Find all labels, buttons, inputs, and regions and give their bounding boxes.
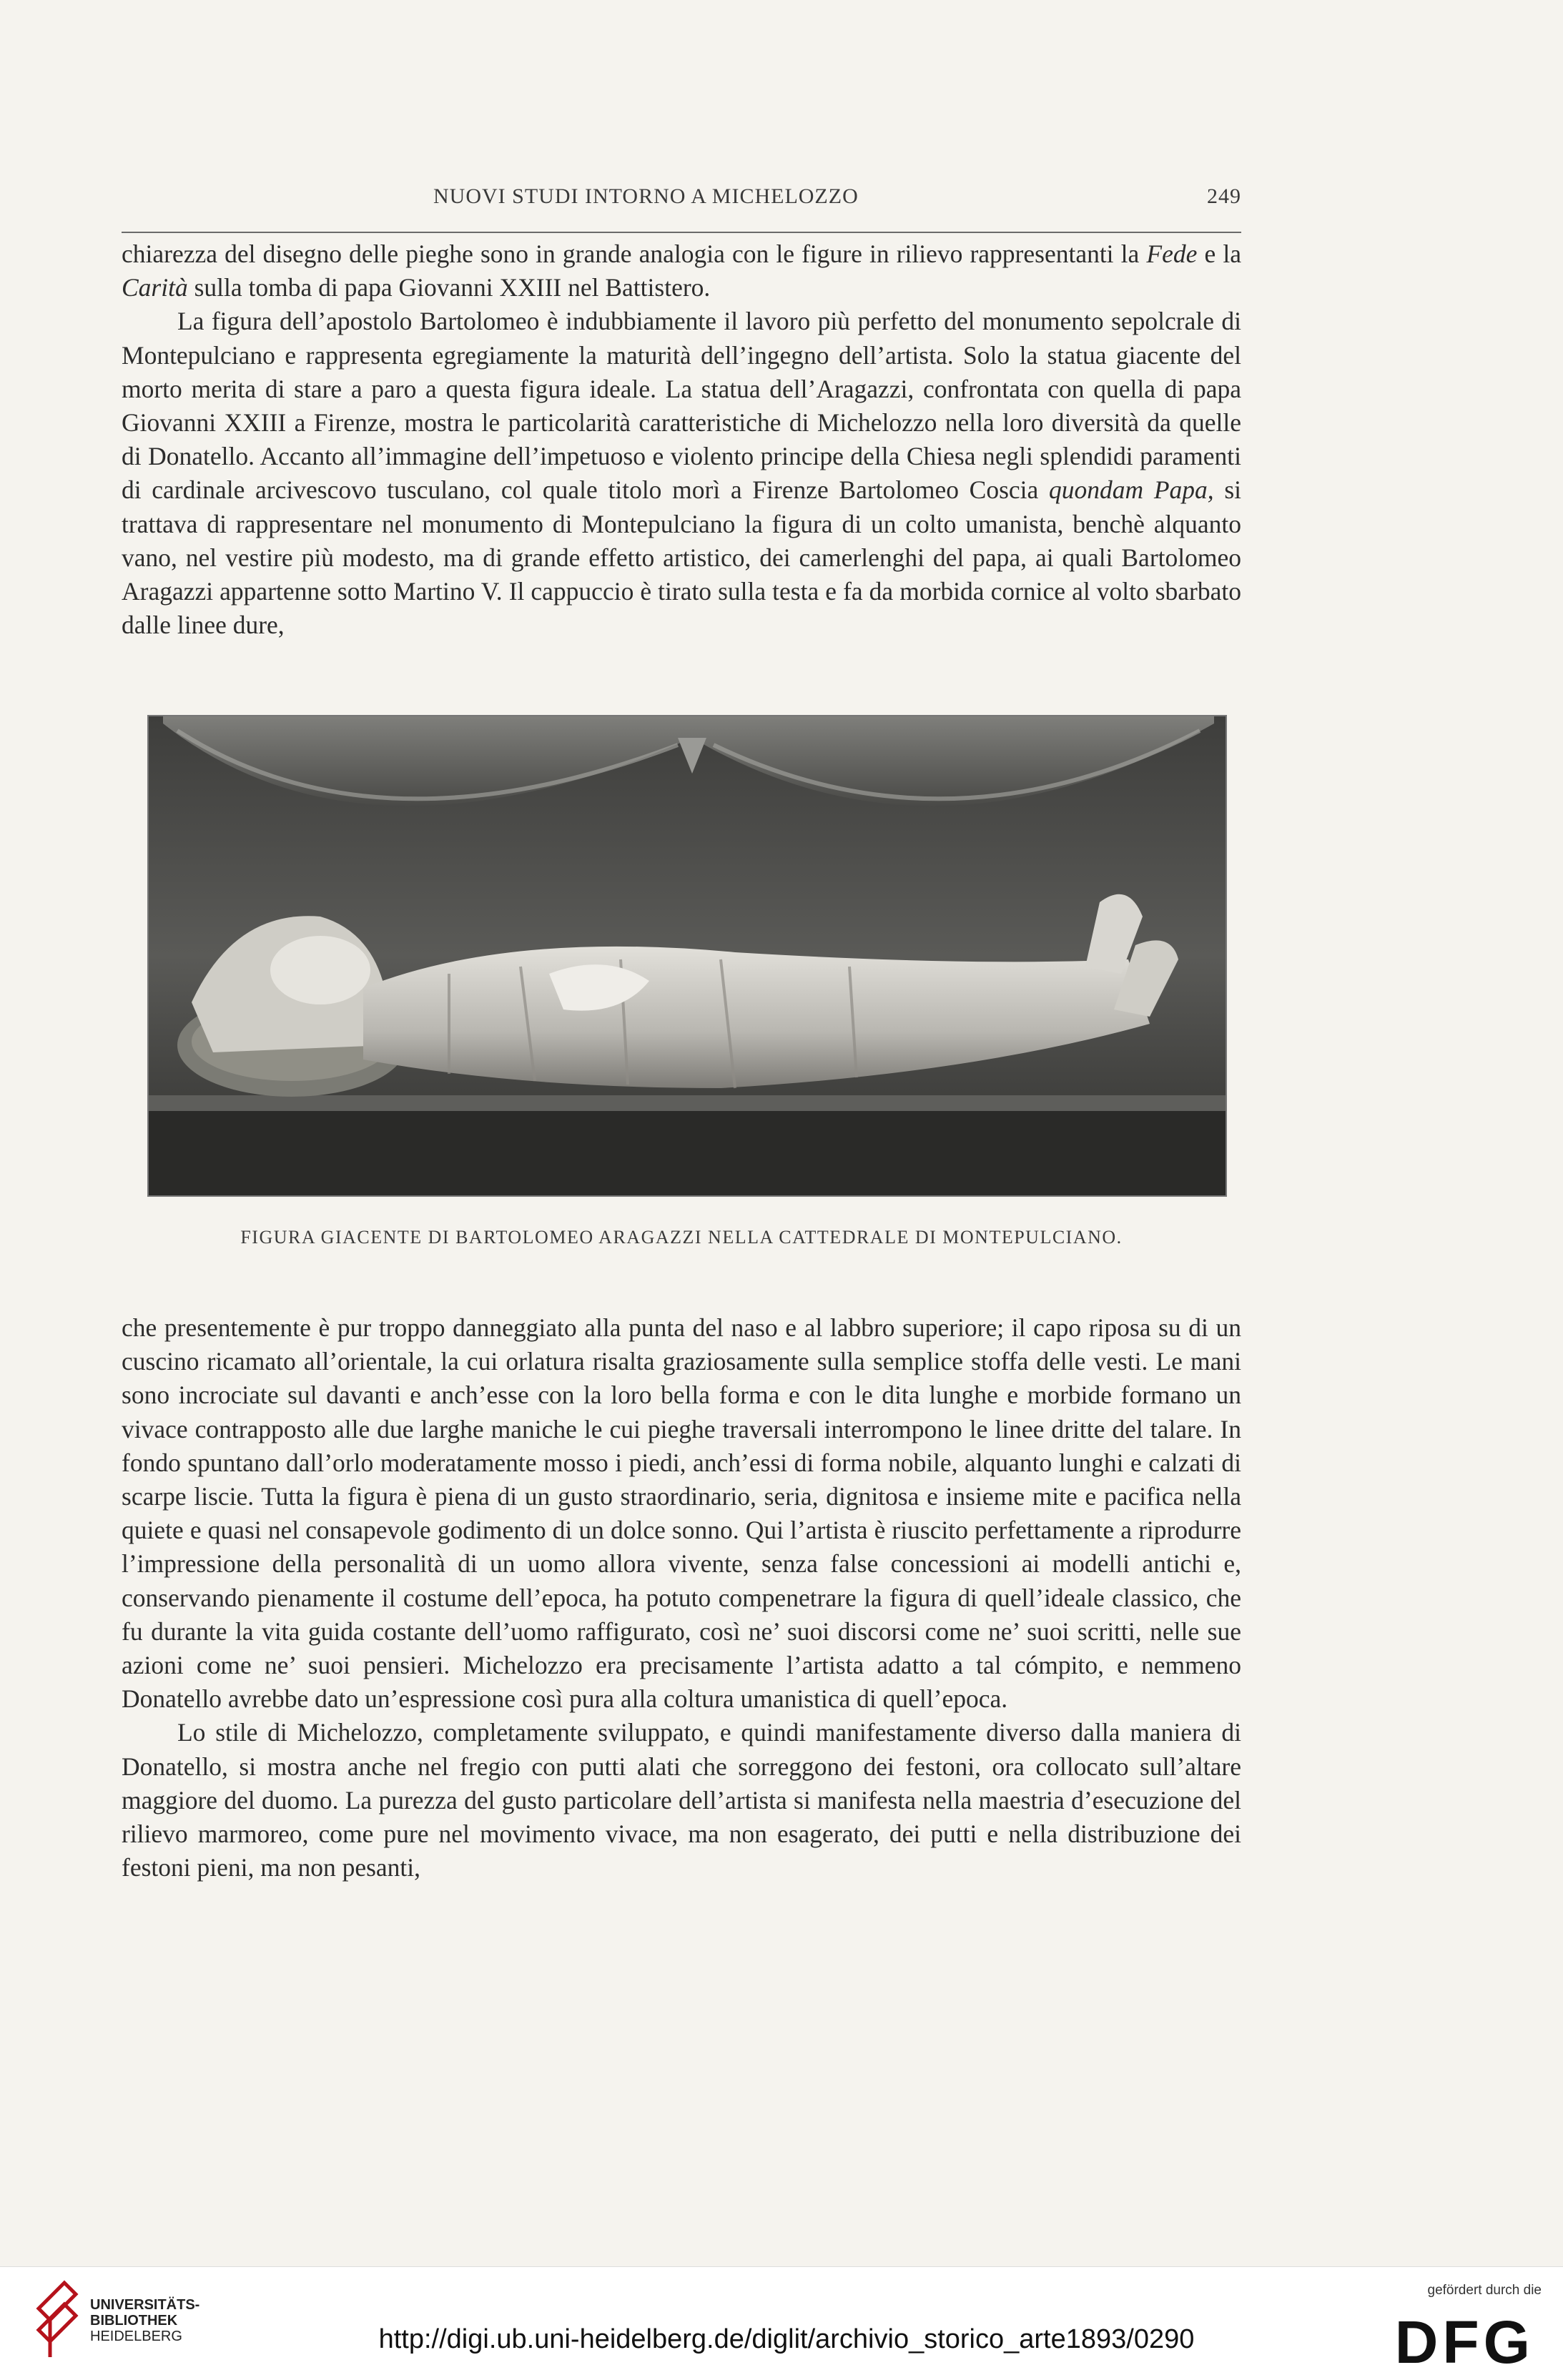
header-rule — [122, 232, 1241, 233]
page-number: 249 — [1207, 184, 1241, 208]
italic-fede: Fede — [1146, 240, 1198, 268]
paragraph-3: che presentemente è pur troppo danneggiato alla punta del naso e al labbro superiore; il capo riposa su di un cuscino ricamato all’orientale, la cui orlatura risalta graziosamente sulla semplice stoffa delle vesti. Le mani sono incrociate sul davanti e anch’esse con la loro bella forma e con le dita lunghe e morbide formano un vivace contrapposto alle due larghe maniche le cui pieghe traversali interrompono le linee dritte del talare. In fondo spuntano dall’orlo moderatamente mosso i piedi, anch’essi di forma nobile, alquanto lunghi e calzati di scarpe liscie. Tutta la figura è piena di un gusto straordinario, seria, dignitosa e insieme mite e pacifica nella quiete e quasi nel consapevole godimento di un dolce sonno. Qui l’artista è riuscito perfettamente a riprodurre l’impressione della personalità di un uomo allora vivente, senza false concessioni ai modelli antichi e, conservando pienamente il costume dell’epoca, ha potuto compenetrare la figura di quell’ideale classico, che fu durante la vita guida costante dell’uomo raffigurato, così ne’ suoi discorsi come ne’ suoi scritti, nelle sue azioni come ne’ suoi pensieri. Michelozzo era precisamente l’artista adatto a tal cómpito, e nemmeno Donatello avrebbe dato un’espressione così pura alla coltura umanistica di quell’epoca. Lo stile di Michelozzo, completamente sviluppato, e quindi manifestamente diverso dalla maniera di Donatello, si mostra anche nel fregio con putti alati che sorreggono dei festoni, ora collocato sull’altare maggiore del duomo. La purezza del gusto particolare dell’artista si manifesta nella maestria d’esecuzione del rilievo marmoreo, come pure nel movimento vivace, ma non esagerato, dei putti e nella distribuzione dei festoni pieni, ma non pesanti, — [122, 1313, 1241, 1882]
library-name: UNIVERSITÄTS- BIBLIOTHEK HEIDELBERG — [90, 2297, 200, 2344]
paragraph-2-text: La figura dell’apostolo Bartolomeo è indubbiamente il lavoro più perfetto del monumento sepolcrale di Montepulciano e rappresenta egregiamente la maturità dell’ingegno dell’artista. Solo la statua giacente del morto merita di stare a paro a questa figura ideale. La statua dell’Aragazzi, confrontata con quella di papa Giovanni XXIII a Firenze, mostra le particolarità caratteristiche di Michelozzo nella loro diversità da quelle di Donatello. Accanto all’immagine dell’impetuoso e violento principe della Chiesa negli splendidi paramenti di cardinale arcivescovo tusculano, col quale titolo morì a Firenze Bartolomeo Coscia — [122, 307, 1241, 505]
tomb-effigy-photo — [147, 715, 1227, 1197]
funded-by-label: gefördert durch die — [1427, 2283, 1542, 2298]
digitization-footer — [0, 2266, 1563, 2380]
paragraph-1: chiarezza del disegno delle pieghe sono in grande analogia con le figure in rilievo rappresentanti la Fede e la Carità sulla tomba di papa Giovanni XXIII nel Battistero. La figura dell’apostolo Bartolomeo è indubbiamente il lavoro più perfetto del monumento sepolcrale di Montepulciano e rappresenta egregiamente la maturità dell’ingegno dell’artista. Solo la statua giacente del morto merita di stare a paro a questa figura ideale. La statua dell’Aragazzi, confrontata con quella di papa Giovanni XXIII a Firenze, mostra le particolarità caratteristiche di Michelozzo nella loro diversità da quelle di Donatello. Accanto all’immagine dell’impetuoso e violento principe della Chiesa negli splendidi paramenti di cardinale arcivescovo tusculano, col quale titolo morì a Firenze Bartolomeo Coscia quondam Papa, si trattava di rappresentare nel monumento di Montepulciano la figura di un colto umanista, benchè alquanto vano, nel vestire più modesto, ma di grande effetto artistico, dei camerlenghi del papa, ai quali Bartolomeo Aragazzi appartenne sotto Martino V. Il cappuccio è tirato sulla testa e fa da morbida cornice al volto sbarbato dalle linee dure, — [122, 240, 1241, 640]
figure-caption: FIGURA GIACENTE DI BARTOLOMEO ARAGAZZI NELLA CATTEDRALE DI MONTEPULCIANO. — [240, 1227, 1123, 1248]
running-title: NUOVI STUDI INTORNO A MICHELOZZO — [433, 184, 859, 208]
italic-quondam-papa: quondam Papa, — [1049, 475, 1214, 505]
paragraph-4-text: Lo stile di Michelozzo, completamente sviluppato, e quindi manifestamente diverso dalla maniera di Donatello, si mostra anche nel fregio con putti alati che sorreggono dei festoni, ora collocato sull’altare maggiore del duomo. La purezza del gusto particolare dell’artista si manifesta nella maestria d’esecuzione del rilievo marmoreo, come pure nel movimento vivace, ma non esagerato, dei putti e nella distribuzione dei festoni pieni, ma non pesanti, — [122, 1718, 1241, 1882]
italic-carita: Carità — [122, 273, 188, 302]
university-library-logo-icon — [36, 2280, 82, 2360]
dfg-logo: DFG — [1394, 2309, 1534, 2376]
permalink-url[interactable]: http://digi.ub.uni-heidelberg.de/diglit/archivio_storico_arte1893/0290 — [378, 2324, 1195, 2354]
